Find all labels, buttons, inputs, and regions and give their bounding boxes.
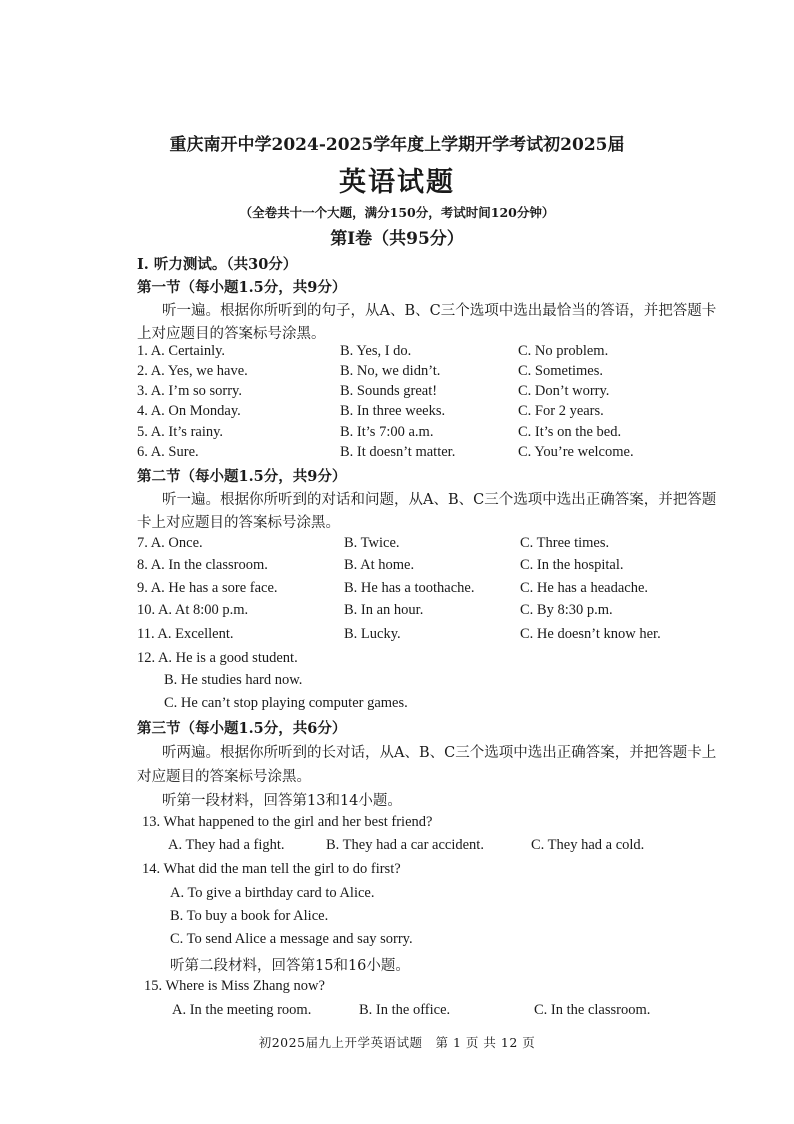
subject-title: 英语试题: [339, 167, 455, 198]
q3-option-a: 3. A. I’m so sorry.: [137, 383, 242, 399]
q3-option-c: C. Don’t worry.: [518, 383, 610, 399]
q14-option-a: A. To give a birthday card to Alice.: [170, 885, 375, 901]
q12-option-c: C. He can’t stop playing computer games.: [164, 695, 408, 711]
section3-instruction-line2: 对应题目的答案标号涂黑。: [137, 769, 311, 785]
q15-stem: 15. Where is Miss Zhang now?: [144, 978, 325, 994]
q10-option-b: B. In an hour.: [344, 602, 424, 618]
q9-option-b: B. He has a toothache.: [344, 580, 475, 596]
page-footer: 初2025届九上开学英语试题 第 1 页 共 12 页: [258, 1035, 536, 1050]
q7-option-c: C. Three times.: [520, 535, 610, 551]
section3-heading: 第三节（每小题1.5分，共6分）: [137, 720, 347, 737]
q8-option-a: 8. A. In the classroom.: [137, 557, 268, 573]
q14-option-c: C. To send Alice a message and say sorry.: [170, 931, 413, 947]
q7-option-b: B. Twice.: [344, 535, 400, 551]
q5-option-b: B. It’s 7:00 a.m.: [340, 424, 434, 440]
school-title: 重庆南开中学2024-2025学年度上学期开学考试初2025届: [169, 135, 625, 155]
q14-option-b: B. To buy a book for Alice.: [170, 908, 329, 924]
q8-option-b: B. At home.: [344, 557, 415, 573]
section2-instruction-line2: 卡上对应题目的答案标号涂黑。: [137, 515, 340, 531]
q15-option-b: B. In the office.: [359, 1002, 451, 1018]
q7-option-a: 7. A. Once.: [137, 535, 203, 551]
material1-note: 听第一段材料，回答第13和14小题。: [162, 793, 402, 809]
q11-option-b: B. Lucky.: [344, 626, 401, 642]
q1-option-c: C. No problem.: [518, 343, 609, 359]
q2-option-c: C. Sometimes.: [518, 363, 603, 379]
q9-option-c: C. He has a headache.: [520, 580, 649, 596]
section2-instruction-line1: 听一遍。根据你所听到的对话和问题，从A、B、C三个选项中选出正确答案，并把答题: [162, 492, 717, 508]
part1-heading: I. 听力测试。（共30分）: [137, 256, 298, 273]
section1-instruction-line2: 上对应题目的答案标号涂黑。: [137, 326, 326, 342]
q4-option-c: C. For 2 years.: [518, 403, 604, 419]
q9-option-a: 9. A. He has a sore face.: [137, 580, 278, 596]
section1-heading: 第一节（每小题1.5分，共9分）: [137, 279, 347, 296]
q6-option-a: 6. A. Sure.: [137, 444, 199, 460]
q5-option-a: 5. A. It’s rainy.: [137, 424, 224, 440]
q13-option-a: A. They had a fight.: [168, 837, 285, 853]
q15-option-a: A. In the meeting room.: [172, 1002, 312, 1018]
q4-option-b: B. In three weeks.: [340, 403, 446, 419]
q12-option-b: B. He studies hard now.: [164, 672, 303, 688]
q15-option-c: C. In the classroom.: [534, 1002, 651, 1018]
material2-note: 听第二段材料，回答第15和16小题。: [170, 958, 410, 974]
q1-option-a: 1. A. Certainly.: [137, 343, 226, 359]
q11-option-c: C. He doesn’t know her.: [520, 626, 661, 642]
q11-option-a: 11. A. Excellent.: [137, 626, 234, 642]
section1-instruction-line1: 听一遍。根据你所听到的句子，从A、B、C三个选项中选出最恰当的答语，并把答题卡: [162, 303, 717, 319]
q6-option-b: B. It doesn’t matter.: [340, 444, 456, 460]
q8-option-c: C. In the hospital.: [520, 557, 624, 573]
section2-heading: 第二节（每小题1.5分，共9分）: [137, 468, 347, 485]
q2-option-b: B. No, we didn’t.: [340, 363, 441, 379]
q2-option-a: 2. A. Yes, we have.: [137, 363, 248, 379]
exam-note: （全卷共十一个大题，满分150分，考试时间120分钟）: [239, 205, 555, 220]
q5-option-c: C. It’s on the bed.: [518, 424, 622, 440]
q10-option-c: C. By 8:30 p.m.: [520, 602, 613, 618]
q4-option-a: 4. A. On Monday.: [137, 403, 241, 419]
q3-option-b: B. Sounds great!: [340, 383, 438, 399]
q10-option-a: 10. A. At 8:00 p.m.: [137, 602, 249, 618]
q1-option-b: B. Yes, I do.: [340, 343, 412, 359]
section3-instruction-line1: 听两遍。根据你所听到的长对话，从A、B、C三个选项中选出正确答案，并把答题卡上: [162, 745, 717, 761]
q12-option-a: 12. A. He is a good student.: [137, 650, 298, 666]
q14-stem: 14. What did the man tell the girl to do first?: [142, 861, 401, 877]
volume-title: 第Ⅰ卷（共95分）: [330, 229, 464, 249]
q6-option-c: C. You’re welcome.: [518, 444, 634, 460]
q13-option-b: B. They had a car accident.: [326, 837, 484, 853]
q13-stem: 13. What happened to the girl and her best friend?: [142, 814, 433, 830]
q13-option-c: C. They had a cold.: [531, 837, 645, 853]
